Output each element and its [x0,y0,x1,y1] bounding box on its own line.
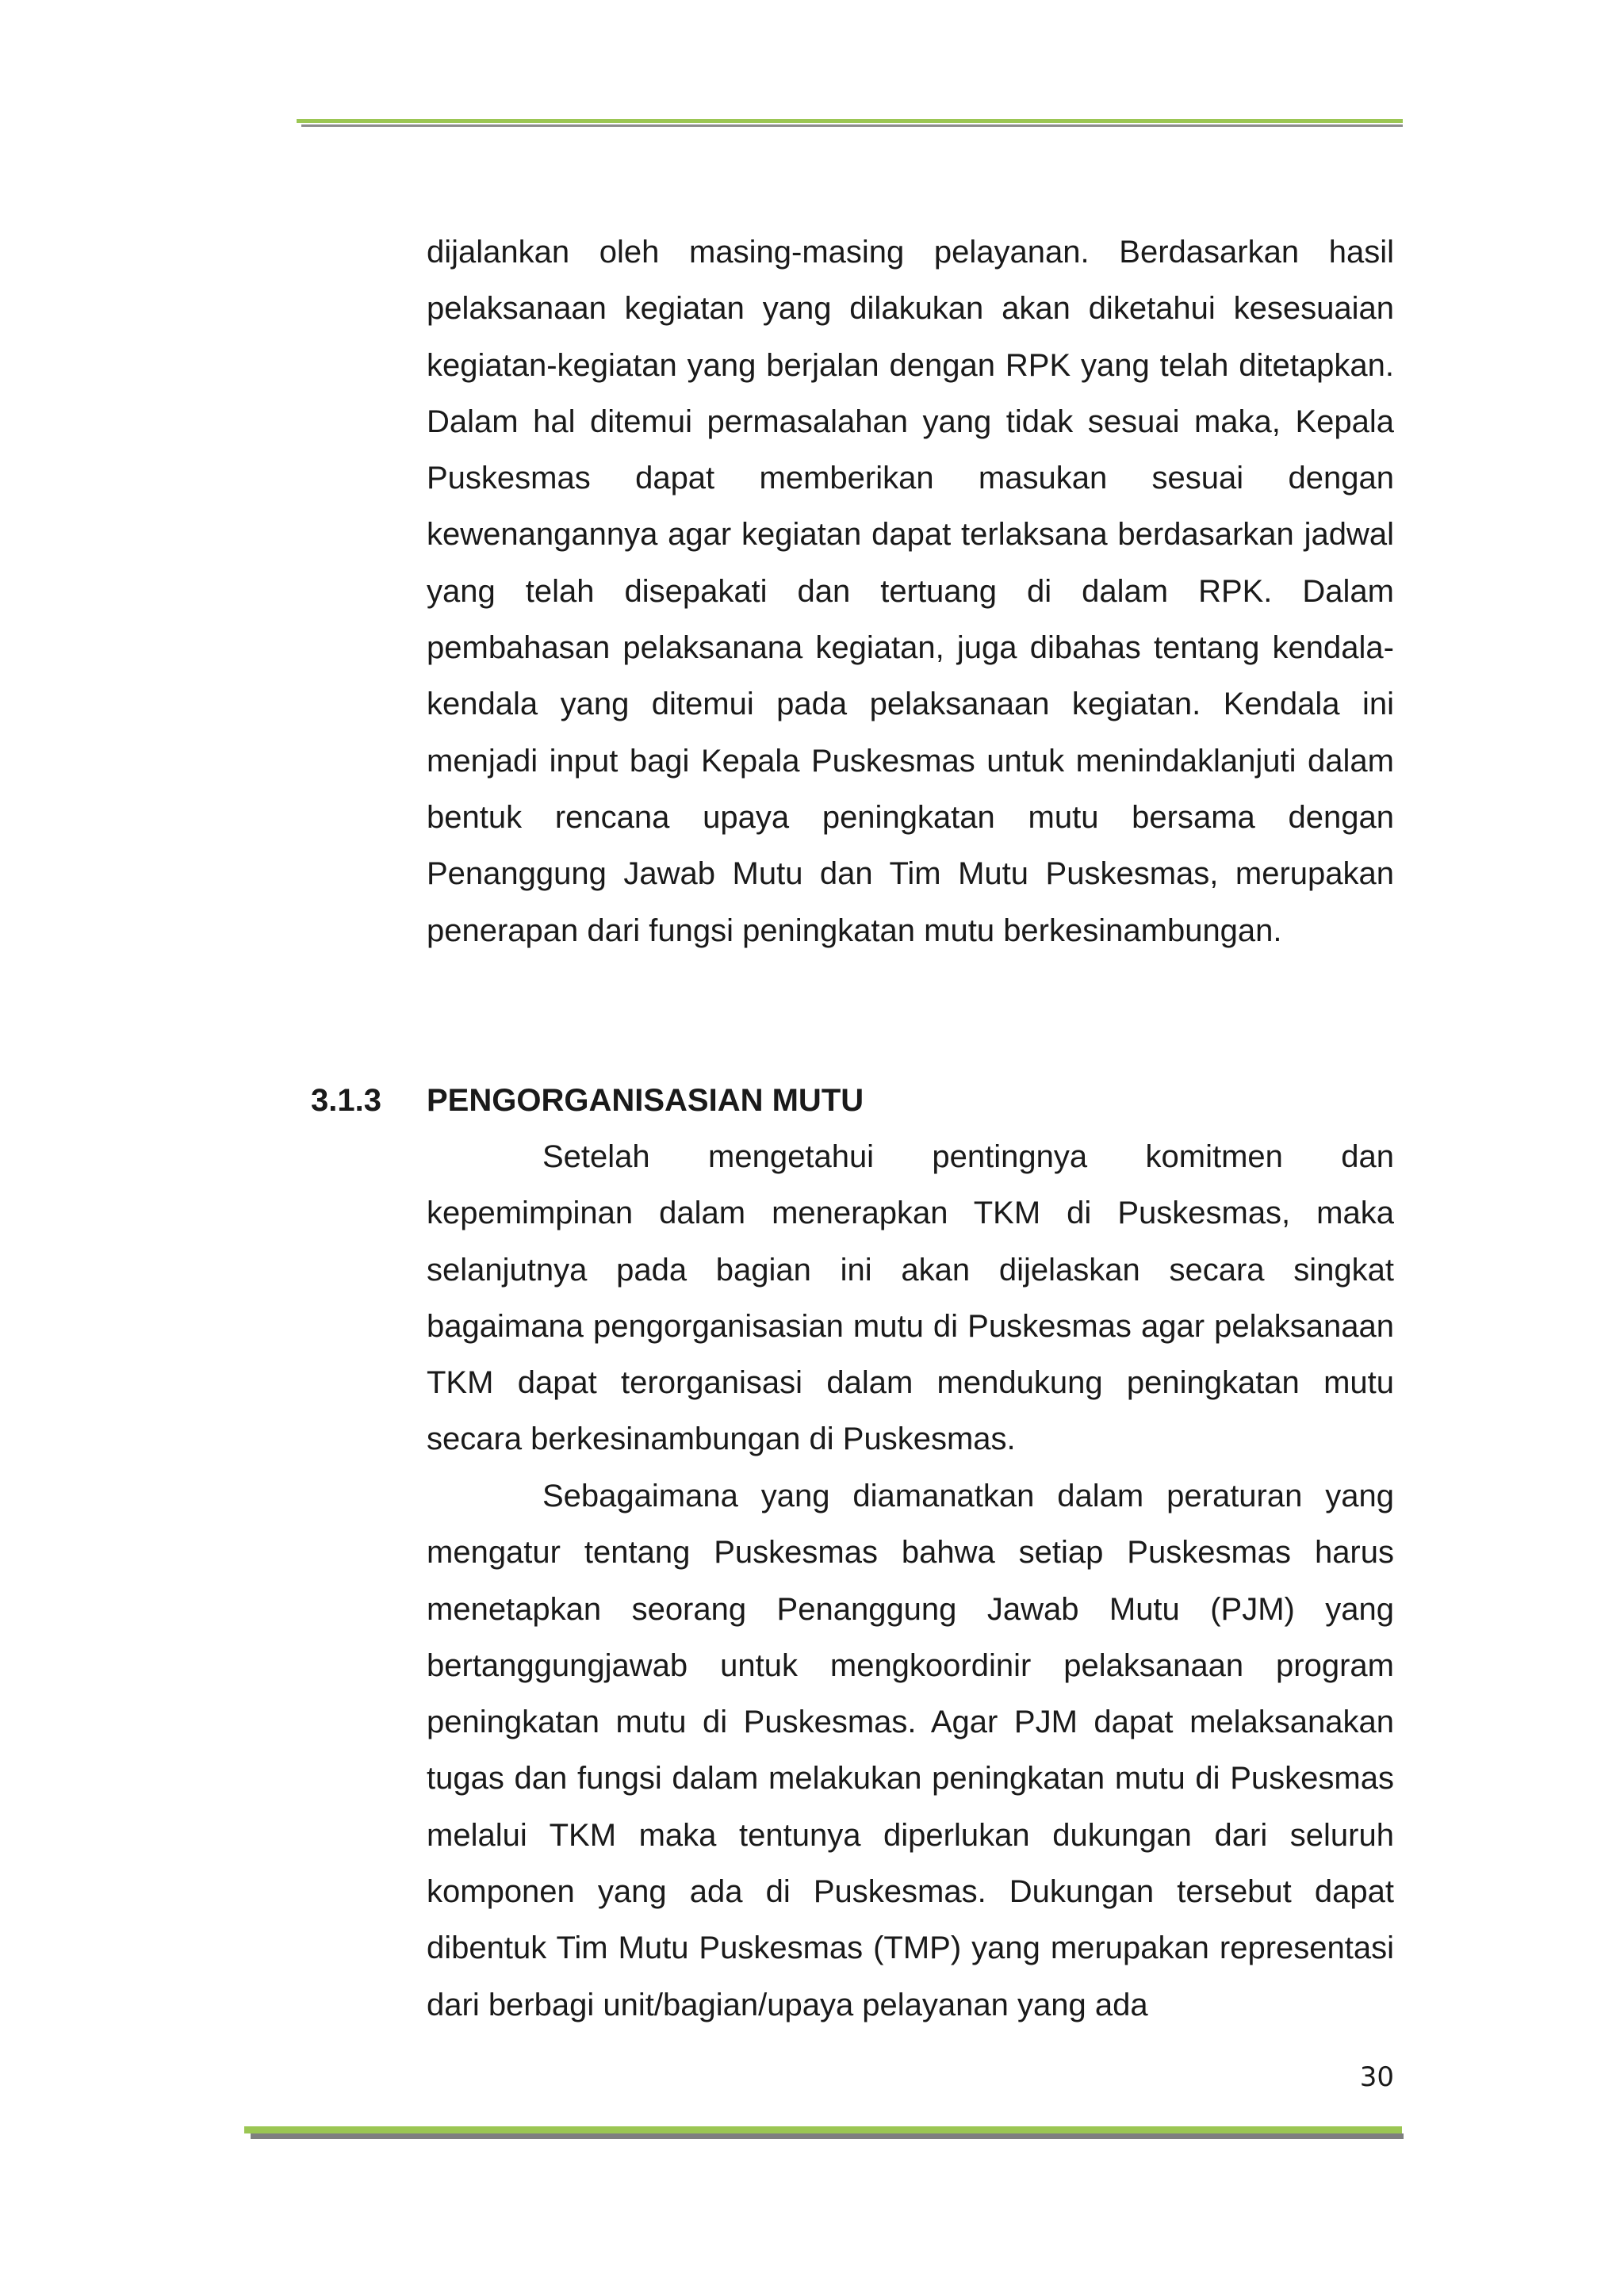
footer-rule-green [244,2126,1402,2133]
body-paragraph-2: Setelah mengetahui pentingnya komitmen dan kepemimpinan dalam menerapkan TKM di Puskesmas, maka selanjutnya pada bagian ini akan dijelaskan secara singkat bagaimana pengorganisasian mutu di Puskesmas agar pelaksanaan TKM dapat terorganisasi dalam mendukung peningkatan mutu secara berkesinambungan di Puskesmas. [427,1139,1394,1457]
header-rule-green [297,119,1403,123]
body-paragraph-1: dijalankan oleh masing-masing pelayanan. Berdasarkan hasil pelaksanaan kegiatan yang dilakukan akan diketahui kesesuaian kegiatan-kegiatan yang berjalan dengan RPK yang telah ditetapkan. Dalam hal ditemui permasalahan yang tidak sesuai maka, Kepala Puskesmas dapat memberikan masukan sesuai dengan kewenangannya agar kegiatan dapat terlaksana berdasarkan jadwal yang telah disepakati dan tertuang di dalam RPK. Dalam pembahasan pelaksanana kegiatan, juga dibahas tentang kendala-kendala yang ditemui pada pelaksanaan kegiatan. Kendala ini menjadi input bagi Kepala Puskesmas untuk menindaklanjuti dalam bentuk rencana upaya peningkatan mutu bersama dengan Penanggung Jawab Mutu dan Tim Mutu Puskesmas, merupakan penerapan dari fungsi peningkatan mutu berkesinambungan. [427,235,1394,948]
footer-rule-gray [251,2133,1404,2139]
header-rule-gray [301,124,1403,127]
body-paragraph-3: Sebagaimana yang diamanatkan dalam peraturan yang mengatur tentang Puskesmas bahwa setiap Puskesmas harus menetapkan seorang Penanggung Jawab Mutu (PJM) yang bertanggungjawab untuk mengkoordinir pelaksanaan program peningkatan mutu di Puskesmas. Agar PJM dapat melaksanakan tugas dan fungsi dalam melakukan peningkatan mutu di Puskesmas melalui TKM maka tentunya diperlukan dukungan dari seluruh komponen yang ada di Puskesmas. Dukungan tersebut dapat dibentuk Tim Mutu Puskesmas (TMP) yang merupakan representasi dari berbagi unit/bagian/upaya pelayanan yang ada [427,1479,1394,2022]
section-title: PENGORGANISASIAN MUTU [427,1083,864,1118]
section-number: 3.1.3 [311,1083,381,1118]
page-number: 30 [1359,2061,1394,2093]
